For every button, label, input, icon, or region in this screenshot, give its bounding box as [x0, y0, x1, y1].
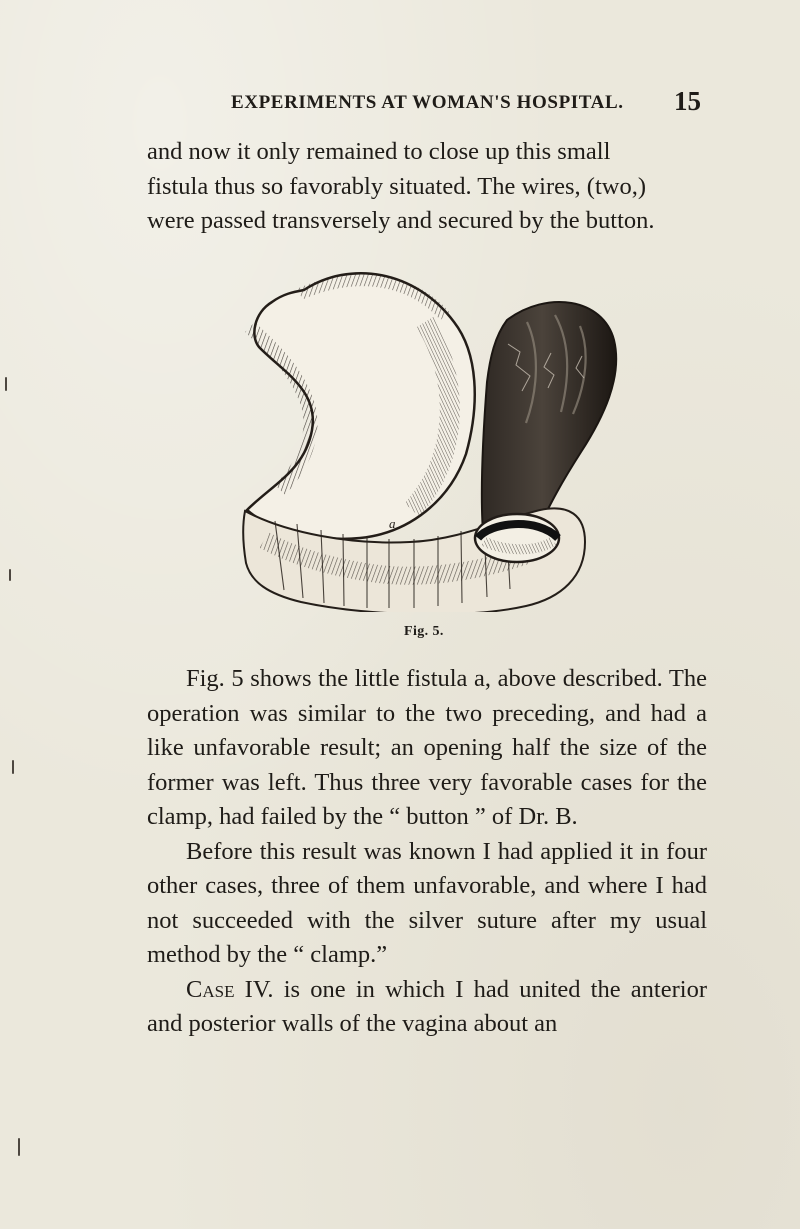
running-title: EXPERIMENTS AT WOMAN'S HOSPITAL. [231, 92, 624, 113]
paragraph-1: Fig. 5 shows the little fistula a, above described. The operation was similar to the two preceding, and had a like unfavorable result; an opening half the size of the former was left. Thus three very favorable cases for the clamp, had failed by the “ button ” of Dr. B. [147, 665, 707, 830]
fistula-illustration [240, 252, 620, 612]
text-line: fistula thus so favorably situated. The wires, (two,) [147, 172, 646, 200]
case-label: Case [186, 975, 235, 1003]
page-number: 15 [674, 86, 701, 116]
opening-text [147, 135, 707, 239]
margin-mark [5, 377, 7, 391]
running-head [147, 88, 707, 118]
paragraph-3 [147, 973, 707, 1042]
paragraph-2: Before this result was known I had applied it in four other cases, three of them unfavorable, and where I had not succeeded with the silver suture after my usual method by the “ clamp.” [147, 837, 707, 968]
right-dark-lobe [482, 302, 616, 536]
fistula-label: a [389, 516, 396, 531]
body-text [147, 662, 707, 1042]
paragraph-3-body: IV. is one in which I had united the anterior and posterior walls of the vagina about an [147, 975, 707, 1037]
text-line: were passed transversely and secured by the button. [147, 207, 655, 234]
text-line: and now it only remained to close up this small [147, 138, 611, 165]
figure-caption: Fig. 5. [404, 624, 444, 639]
margin-mark [18, 1138, 20, 1156]
margin-mark [9, 569, 11, 581]
margin-mark [12, 760, 14, 774]
